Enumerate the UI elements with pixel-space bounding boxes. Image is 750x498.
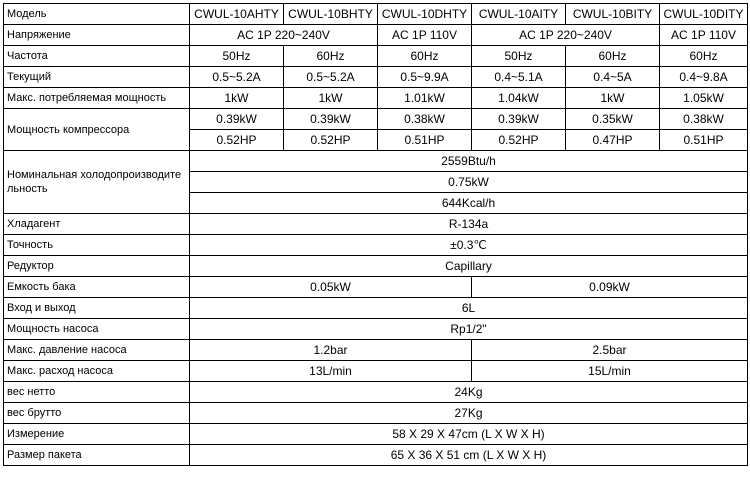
table-row: [4, 151, 748, 172]
current-value: 0.4~9.8A: [660, 67, 748, 88]
compressor-hp-value: 0.52HP: [284, 130, 378, 151]
package-size-value: 65 X 36 X 51 cm (L X W X H): [190, 445, 748, 466]
row-label-frequency: Частота: [4, 46, 190, 67]
table-row: [4, 109, 748, 130]
max-power-value: 1.04kW: [472, 88, 566, 109]
refrigerant-value: R-134a: [190, 214, 748, 235]
row-label-current: Текущий: [4, 67, 190, 88]
model-header: CWUL-10AITY: [472, 4, 566, 25]
compressor-kw-value: 0.38kW: [378, 109, 472, 130]
current-value: 0.4~5.1A: [472, 67, 566, 88]
compressor-hp-value: 0.52HP: [472, 130, 566, 151]
frequency-value: 60Hz: [378, 46, 472, 67]
row-label-dimension: Измерение: [4, 424, 190, 445]
row-label-gross-weight: вес брутто: [4, 403, 190, 424]
row-label-accuracy: Точность: [4, 235, 190, 256]
row-label-tank: Емкость бака: [4, 277, 190, 298]
current-value: 0.4~5A: [566, 67, 660, 88]
cooling-value: 0.75kW: [190, 172, 748, 193]
compressor-hp-value: 0.51HP: [378, 130, 472, 151]
pump-flow-value: 13L/min: [190, 361, 472, 382]
table-row: [4, 340, 748, 361]
table-row: [4, 403, 748, 424]
pump-pressure-value: 1.2bar: [190, 340, 472, 361]
row-label-voltage: Напряжение: [4, 25, 190, 46]
tank-value: 0.09kW: [472, 277, 748, 298]
table-row: [4, 88, 748, 109]
compressor-hp-value: 0.47HP: [566, 130, 660, 151]
model-header: CWUL-10AHTY: [190, 4, 284, 25]
accuracy-value: ±0.3℃: [190, 235, 748, 256]
gross-weight-value: 27Kg: [190, 403, 748, 424]
frequency-value: 60Hz: [566, 46, 660, 67]
current-value: 0.5~5.2A: [284, 67, 378, 88]
max-power-value: 1.01kW: [378, 88, 472, 109]
table-row: [4, 319, 748, 340]
compressor-kw-value: 0.38kW: [660, 109, 748, 130]
table-row: [4, 277, 748, 298]
max-power-value: 1kW: [284, 88, 378, 109]
row-label-max-power: Макс. потребляемая мощность: [4, 88, 190, 109]
model-header: CWUL-10DHTY: [378, 4, 472, 25]
reducer-value: Capillary: [190, 256, 748, 277]
table-row: [4, 256, 748, 277]
max-power-value: 1kW: [566, 88, 660, 109]
compressor-hp-value: 0.51HP: [660, 130, 748, 151]
compressor-hp-value: 0.52HP: [190, 130, 284, 151]
frequency-value: 50Hz: [190, 46, 284, 67]
table-row: [4, 382, 748, 403]
table-row: [4, 235, 748, 256]
model-header: CWUL-10BITY: [566, 4, 660, 25]
pump-power-value: Rp1/2": [190, 319, 748, 340]
row-label-package-size: Размер пакета: [4, 445, 190, 466]
current-value: 0.5~9.9A: [378, 67, 472, 88]
dimension-value: 58 X 29 X 47cm (L X W X H): [190, 424, 748, 445]
table-row: [4, 361, 748, 382]
table-row: [4, 25, 748, 46]
current-value: 0.5~5.2A: [190, 67, 284, 88]
voltage-value: AC 1P 110V: [378, 25, 472, 46]
row-label-compressor: Мощность компрессора: [4, 109, 190, 151]
row-label-refrigerant: Хладагент: [4, 214, 190, 235]
pump-flow-value: 15L/min: [472, 361, 748, 382]
table-row: [4, 298, 748, 319]
max-power-value: 1kW: [190, 88, 284, 109]
tank-value: 0.05kW: [190, 277, 472, 298]
table-row: [4, 445, 748, 466]
row-label-pump-power: Мощность насоса: [4, 319, 190, 340]
voltage-value: AC 1P 220~240V: [190, 25, 378, 46]
table-row: [4, 4, 748, 25]
cooling-value: 2559Btu/h: [190, 151, 748, 172]
row-label-cooling-capacity: Номинальная холодопроизводительность: [4, 151, 190, 214]
table-row: [4, 424, 748, 445]
net-weight-value: 24Kg: [190, 382, 748, 403]
row-label-pump-pressure: Макс. давление насоса: [4, 340, 190, 361]
compressor-kw-value: 0.35kW: [566, 109, 660, 130]
table-row: [4, 46, 748, 67]
compressor-kw-value: 0.39kW: [284, 109, 378, 130]
voltage-value: AC 1P 220~240V: [472, 25, 660, 46]
frequency-value: 50Hz: [472, 46, 566, 67]
frequency-value: 60Hz: [284, 46, 378, 67]
inlet-outlet-value: 6L: [190, 298, 748, 319]
max-power-value: 1.05kW: [660, 88, 748, 109]
table-row: [4, 67, 748, 88]
row-label-model: Модель: [4, 4, 190, 25]
compressor-kw-value: 0.39kW: [472, 109, 566, 130]
cooling-value: 644Kcal/h: [190, 193, 748, 214]
compressor-kw-value: 0.39kW: [190, 109, 284, 130]
model-header: CWUL-10BHTY: [284, 4, 378, 25]
row-label-net-weight: вес нетто: [4, 382, 190, 403]
model-header: CWUL-10DITY: [660, 4, 748, 25]
table-row: [4, 214, 748, 235]
row-label-pump-flow: Макс. расход насоса: [4, 361, 190, 382]
pump-pressure-value: 2.5bar: [472, 340, 748, 361]
voltage-value: AC 1P 110V: [660, 25, 748, 46]
frequency-value: 60Hz: [660, 46, 748, 67]
specification-table: [3, 3, 748, 466]
row-label-inlet-outlet: Вход и выход: [4, 298, 190, 319]
row-label-reducer: Редуктор: [4, 256, 190, 277]
